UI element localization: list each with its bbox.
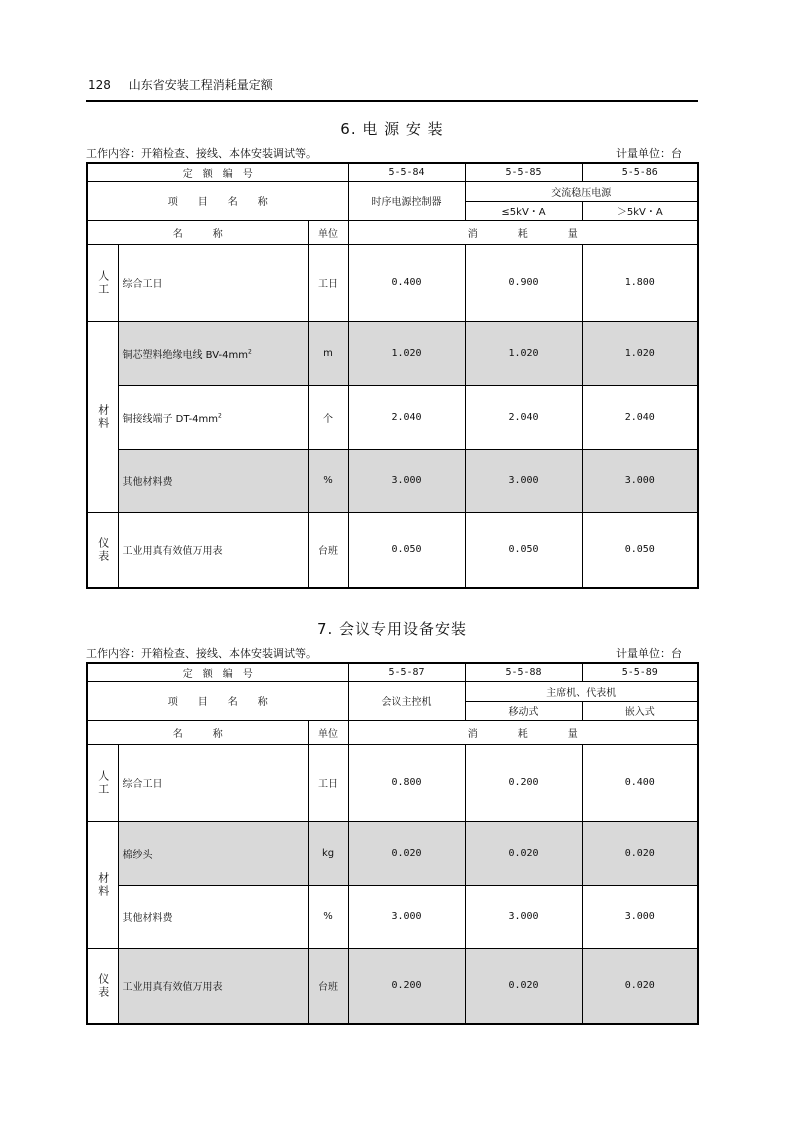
row-value: 0.050 [465,512,582,588]
book-title: 山东省安装工程消耗量定额 [128,78,273,92]
item-main: 时序电源控制器 [348,181,465,220]
col-consumption-header: 消 耗 量 [348,220,698,244]
row-name-cell [118,385,308,449]
item-sub: ＞5kV・A [582,201,698,220]
col-name-header: 名 称 [87,720,308,744]
category-material: 材料 [87,821,118,948]
row-value: 0.020 [465,821,582,885]
category-labor: 人工 [87,244,118,321]
row-name: 棉纱头 [118,821,308,885]
row-name-sup: 2 [218,412,222,420]
quota-code: 5-5-84 [348,163,465,181]
page-header [88,76,698,93]
quota-code: 5-5-89 [582,663,698,681]
category-instrument: 仪表 [87,948,118,1024]
row-name: 综合工日 [118,744,308,821]
item-sub: ≤5kV・A [465,201,582,220]
row-unit: 工日 [308,744,348,821]
row-name: 工业用真有效值万用表 [118,512,308,588]
row-unit: m [308,321,348,385]
quota-code-label: 定 额 编 号 [87,163,348,181]
row-unit: % [308,885,348,948]
row-value: 0.050 [348,512,465,588]
col-unit-header: 单位 [308,220,348,244]
row-name: 铜芯塑料绝缘电线 BV-4mm [122,349,248,361]
quota-code: 5-5-86 [582,163,698,181]
work-content: 工作内容：开箱检查、接线、本体安装调试等。 [86,647,317,660]
col-unit-header: 单位 [308,720,348,744]
row-unit: kg [308,821,348,885]
row-name: 其他材料费 [118,449,308,512]
work-content-line [86,145,698,159]
item-main: 会议主控机 [348,681,465,720]
section-title: 6. 电 源 安 装 [340,120,444,138]
row-value: 1.020 [582,321,698,385]
row-name: 综合工日 [118,244,308,321]
row-value: 0.020 [582,948,698,1024]
row-value: 0.020 [348,821,465,885]
quota-code: 5-5-85 [465,163,582,181]
quota-table [86,162,699,589]
row-name: 铜接线端子 DT-4mm [122,413,219,425]
row-value: 0.400 [582,744,698,821]
row-value: 1.020 [348,321,465,385]
header-rule [86,100,698,102]
row-unit: % [308,449,348,512]
row-value: 0.020 [465,948,582,1024]
section-title: 7. 会议专用设备安装 [316,620,468,638]
row-unit: 个 [308,385,348,449]
row-value: 3.000 [348,885,465,948]
quota-code: 5-5-88 [465,663,582,681]
row-value: 3.000 [582,885,698,948]
item-sub: 嵌入式 [582,701,698,720]
row-value: 0.050 [582,512,698,588]
measure-unit: 计量单位：台 [616,647,682,660]
row-value: 3.000 [465,885,582,948]
row-value: 2.040 [348,385,465,449]
item-group: 交流稳压电源 [465,181,698,201]
row-value: 0.400 [348,244,465,321]
quota-code: 5-5-87 [348,663,465,681]
row-value: 3.000 [348,449,465,512]
category-material: 材料 [87,321,118,512]
row-value: 0.800 [348,744,465,821]
row-name-cell [118,321,308,385]
row-name: 其他材料费 [118,885,308,948]
row-unit: 台班 [308,512,348,588]
row-value: 0.200 [348,948,465,1024]
quota-code-label: 定 额 编 号 [87,663,348,681]
row-value: 1.020 [465,321,582,385]
row-value: 2.040 [465,385,582,449]
row-value: 0.900 [465,244,582,321]
measure-unit: 计量单位：台 [616,147,682,160]
quota-table [86,662,699,1025]
item-group: 主席机、代表机 [465,681,698,701]
row-unit: 工日 [308,244,348,321]
category-labor: 人工 [87,744,118,821]
work-content: 工作内容：开箱检查、接线、本体安装调试等。 [86,147,317,160]
row-value: 3.000 [582,449,698,512]
page-number: 128 [88,78,111,92]
col-name-header: 名 称 [87,220,308,244]
work-content-line [86,645,698,659]
row-value: 3.000 [465,449,582,512]
row-name-sup: 2 [247,348,252,356]
row-name: 工业用真有效值万用表 [118,948,308,1024]
row-value: 2.040 [582,385,698,449]
row-value: 0.200 [465,744,582,821]
item-name-label: 项 目 名 称 [87,681,348,720]
row-value: 1.800 [582,244,698,321]
item-sub: 移动式 [465,701,582,720]
item-name-label: 项 目 名 称 [87,181,348,220]
row-unit: 台班 [308,948,348,1024]
category-instrument: 仪表 [87,512,118,588]
row-value: 0.020 [582,821,698,885]
col-consumption-header: 消 耗 量 [348,720,698,744]
